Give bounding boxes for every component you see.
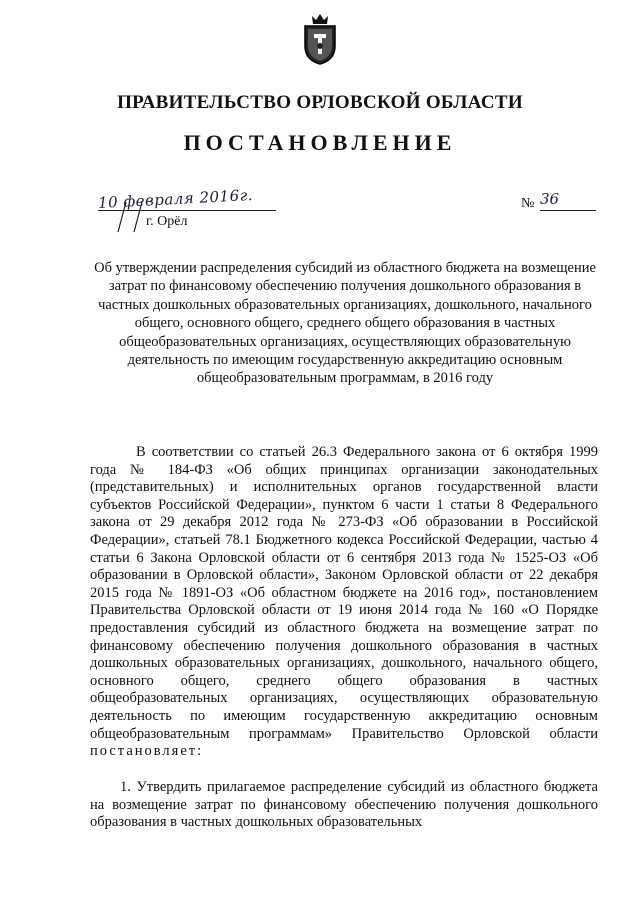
government-title: ПРАВИТЕЛЬСТВО ОРЛОВСКОЙ ОБЛАСТИ bbox=[117, 92, 523, 113]
preamble-paragraph bbox=[90, 444, 598, 761]
coat-of-arms-icon bbox=[300, 10, 340, 66]
number-label: № bbox=[521, 196, 535, 211]
resolves-word: постановляет: bbox=[90, 743, 204, 760]
number-underline bbox=[540, 210, 596, 211]
item-1-paragraph: 1. Утвердить прилагаемое распределение субсидий из областного бюджета на возмещение затрат по финансовому обеспечению получения дошкольного образования в частных дошкольных образовательных bbox=[90, 779, 598, 831]
handwritten-date: 10 февраля 2016г. bbox=[97, 185, 254, 213]
preamble-text: В соответствии со статьей 26.3 Федерального закона от 6 октября 1999 года № 184-ФЗ «Об общих принципах организации законодательных (представительных) и исполнительных органов государственной власти субъектов Российской Федерации», пунктом 6 части 1 статьи 8 Федерального закона от 29 декабря 2012 года № 273-ФЗ «Об образовании в Российской Федерации», статьей 78.1 Бюджетного кодекса Российской Федерации, частью 4 статьи 6 Закона Орловской области от 6 сентября 2013 года № 1525-ОЗ «Об образовании в Орловской области», Законом Орловской области от 22 декабря 2015 года № 1891-ОЗ «Об областном бюджете на 2016 год», постановлением Правительства Орловской области от 19 июня 2014 года № 160 «О Порядке предоставления субсидий из областного бюджета на возмещение затрат по финансовому обеспечению получения дошкольного образования в частных дошкольных образовательных организациях, дошкольного, начального общего, основного общего, среднего общего образования в частных общеобразовательных организациях, осуществляющих образовательную деятельность по имеющим государственную аккредитацию основным общеобразовательным программам» Правительство Орловской области bbox=[90, 444, 598, 742]
document-number: 36 bbox=[540, 190, 560, 208]
document-type: ПОСТАНОВЛЕНИЕ bbox=[183, 130, 457, 155]
city-label: г. Орёл bbox=[146, 214, 188, 229]
document-subject: Об утверждении распределения субсидий из областного бюджета на возмещение затрат по финансовому обеспечению получения дошкольного образования в частных дошкольных образовательных организациях, дошкольного, начального общего, основного общего, среднего общего образования в частных общеобразовательных организациях, осуществляющих образовательную деятельность по имеющим государственную аккредитацию основным общеобразовательным программам, в 2016 году bbox=[94, 260, 596, 387]
